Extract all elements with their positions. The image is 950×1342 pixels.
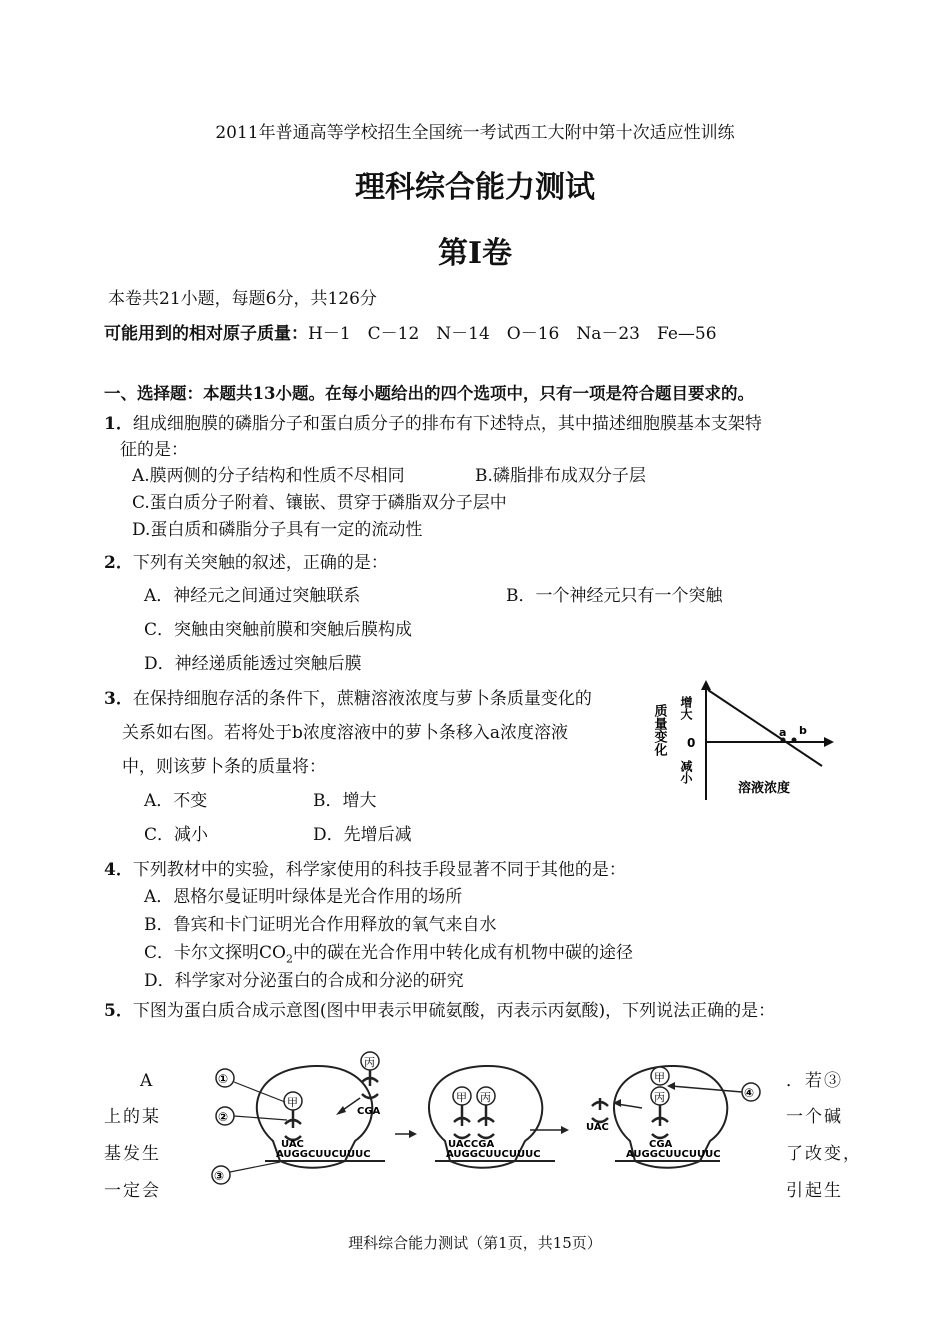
q2-option-a: A．神经元之间通过突触联系	[144, 586, 361, 606]
q5-stem	[104, 1000, 775, 1022]
q1-line2: 征的是：	[120, 440, 188, 460]
q2-option-c: C．突触由突触前膜和突触后膜构成	[144, 620, 413, 640]
atomic-mass-values: H－1 C－12 N－14 O－16 Na－23 Fe—56	[308, 324, 717, 344]
q2-text: 下列有关突触的叙述，正确的是：	[132, 553, 388, 573]
q4-option-c	[144, 942, 633, 970]
q4-option-d: D．科学家对分泌蛋白的合成和分泌的研究	[144, 971, 464, 991]
q5-text: 下图为蛋白质合成示意图(图中甲表示甲硫氨酸，丙表示丙氨酸)，下列说法正确的是：	[132, 1001, 776, 1021]
q1-stem	[104, 413, 762, 435]
q2-option-b: B．一个神经元只有一个突触	[506, 586, 723, 606]
q4-text: 下列教材中的实验，科学家使用的科技手段显著不同于其他的是：	[132, 860, 626, 880]
graph-xlabel: 溶液浓度	[738, 781, 791, 796]
q4-option-c-sub: 2	[285, 952, 293, 966]
q2-option-d: D．神经递质能透过突触后膜	[144, 654, 362, 674]
q3-number: 3．	[104, 689, 133, 709]
graph-label-up: 增大	[679, 696, 693, 720]
q5-right-text-3: 引起生	[786, 1181, 843, 1201]
q5-protein-synthesis-diagram	[205, 1046, 780, 1198]
q1-option-a: A.膜两侧的分子结构和性质不尽相同	[132, 466, 405, 486]
graph-label-a: a	[779, 726, 787, 739]
graph-y-arrow	[701, 680, 711, 690]
svg-text:①: ①	[218, 1072, 229, 1086]
graph-point-b	[792, 738, 797, 743]
graph-label-zero: 0	[687, 736, 696, 750]
q3-option-c: C．减小	[144, 825, 209, 845]
atomic-mass-label: 可能用到的相对原子质量：	[104, 324, 308, 344]
q5-number: 5．	[104, 1001, 133, 1021]
q5-left-text-1: 上的某	[104, 1107, 161, 1127]
svg-text:②: ②	[218, 1110, 229, 1124]
page-title: 理科综合能力测试	[355, 170, 595, 205]
svg-text:UAC: UAC	[586, 1122, 609, 1133]
svg-text:CGA: CGA	[357, 1106, 381, 1117]
q3-line1: 在保持细胞存活的条件下，蔗糖溶液浓度与萝卜条质量变化的	[132, 689, 592, 709]
q3-line3: 中，则该萝卜条的质量将：	[122, 757, 326, 777]
volume-title: 第Ⅰ卷	[437, 236, 513, 271]
svg-text:丙: 丙	[364, 1056, 375, 1069]
graph-ylabel: 质量变化	[651, 704, 667, 756]
svg-text:甲: 甲	[456, 1091, 467, 1104]
q5-right-text-1: 一个碱	[786, 1107, 843, 1127]
q1-number: 1．	[104, 414, 133, 434]
svg-text:UAC: UAC	[281, 1139, 304, 1150]
svg-text:丙: 丙	[654, 1091, 665, 1104]
svg-text:甲: 甲	[654, 1071, 665, 1084]
exam-header: 2011年普通高等学校招生全国统一考试西工大附中第十次适应性训练	[215, 123, 735, 143]
q1-option-c: C.蛋白质分子附着、镶嵌、贯穿于磷脂双分子层中	[132, 493, 507, 513]
q4-option-b: B．鲁宾和卡门证明光合作用释放的氧气来自水	[144, 915, 497, 935]
q2-stem	[104, 552, 388, 574]
svg-text:AUGGCUUCUUUC: AUGGCUUCUUUC	[446, 1149, 541, 1160]
intro-text: 本卷共21小题，每题6分，共126分	[108, 289, 377, 309]
q4-option-a: A．恩格尔曼证明叶绿体是光合作用的场所	[144, 887, 463, 907]
graph-label-down: 减小	[679, 760, 693, 784]
q2-number: 2．	[104, 553, 133, 573]
q5-left-text-3: 一定会	[104, 1181, 161, 1201]
page-footer: 理科综合能力测试（第1页，共15页）	[348, 1234, 602, 1252]
q3-option-d: D．先增后减	[313, 825, 412, 845]
svg-text:UACCGA: UACCGA	[448, 1139, 495, 1150]
ribosome-1	[212, 1052, 385, 1184]
q3-stem	[104, 688, 592, 710]
section-heading: 一、选择题：本题共13小题。在每小题给出的四个选项中，只有一项是符合题目要求的。	[104, 384, 754, 403]
svg-text:甲: 甲	[287, 1096, 298, 1109]
q1-option-d: D.蛋白质和磷脂分子具有一定的流动性	[132, 520, 423, 540]
q4-stem	[104, 859, 626, 881]
q3-option-b: B．增大	[313, 791, 377, 811]
q3-line2: 关系如右图。若将处于b浓度溶液中的萝卜条移入a浓度溶液	[122, 723, 569, 743]
svg-text:丙: 丙	[480, 1091, 491, 1104]
q4-option-c-pre: C．卡尔文探明CO	[144, 943, 286, 963]
q4-number: 4．	[104, 860, 133, 880]
graph-x-arrow	[824, 737, 834, 747]
svg-text:AUGGCUUCUUUC: AUGGCUUCUUUC	[626, 1149, 721, 1160]
svg-text:CGA: CGA	[649, 1139, 673, 1150]
q5-left-text-2: 基发生	[104, 1144, 161, 1164]
q5-right-text-0: ．若③	[786, 1071, 843, 1091]
ribosome-2	[429, 1066, 555, 1168]
q3-mass-graph	[651, 676, 846, 806]
ribosome-3	[586, 1066, 760, 1168]
graph-label-b: b	[799, 724, 807, 737]
q1-line1: 组成细胞膜的磷脂分子和蛋白质分子的排布有下述特点，其中描述细胞膜基本支架特	[132, 414, 762, 434]
svg-text:④: ④	[744, 1086, 755, 1100]
svg-text:AUGGCUUCUUUC: AUGGCUUCUUUC	[276, 1149, 371, 1160]
q3-option-a: A．不变	[144, 791, 208, 811]
q5-left-text-0: A	[140, 1071, 153, 1091]
q5-right-text-2: 了改变，	[786, 1144, 862, 1164]
atomic-mass-line	[104, 323, 717, 345]
svg-text:③: ③	[214, 1169, 225, 1183]
q1-option-b: B.磷脂排布成双分子层	[475, 466, 646, 486]
q4-option-c-post: 中的碳在光合作用中转化成有机物中碳的途径	[292, 943, 633, 963]
